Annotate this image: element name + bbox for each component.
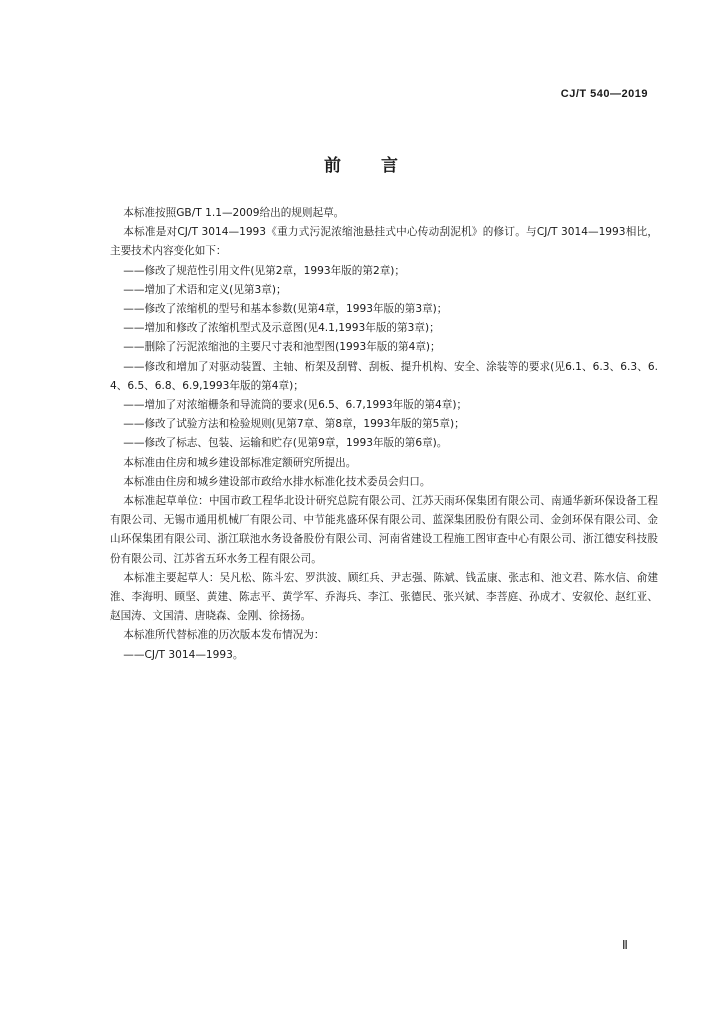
document-code: CJ/T 540—2019 bbox=[560, 88, 648, 100]
foreword-body bbox=[110, 204, 658, 665]
paragraph-drafters: 本标准主要起草人：吴凡松、陈斗宏、罗洪波、顾红兵、尹志强、陈斌、钱孟康、张志和、池文君、陈水信、俞建淮、李海明、顾坚、黄建、陈志平、黄学军、乔海兵、李江、张德民、张兴斌、李菩庭、孙成才、安叙伦、赵红亚、赵国涛、文国清、唐晓森、金刚、徐扬扬。 bbox=[110, 571, 658, 623]
title-char-2: 言 bbox=[381, 156, 400, 176]
change-item: ——修改了标志、包装、运输和贮存(见第9章，1993年版的第6章)。 bbox=[123, 437, 448, 450]
change-item: ——修改了浓缩机的型号和基本参数(见第4章，1993年版的第3章)； bbox=[123, 303, 448, 316]
paragraph-history-intro: 本标准所代替标准的历次版本发布情况为： bbox=[123, 629, 325, 642]
title-char-1: 前 bbox=[324, 156, 343, 176]
change-item: ——增加和修改了浓缩机型式及示意图(见4.1,1993年版的第3章)； bbox=[123, 322, 440, 335]
paragraph-drafting-units: 本标准起草单位：中国市政工程华北设计研究总院有限公司、江苏天雨环保集团有限公司、南通华新环保设备工程有限公司、无锡市通用机械厂有限公司、中节能兆盛环保有限公司、蓝深集团股份有限公司、金剑环保有限公司、金山环保集团有限公司、浙江联池水务设备股份有限公司、河南省建设工程施工图审查中心有限公司、浙江德安科技股份有限公司、江苏省五环水务工程有限公司。 bbox=[110, 495, 658, 565]
change-item: ——增加了术语和定义(见第3章)； bbox=[123, 283, 287, 296]
paragraph-revision-note: 本标准是对CJ/T 3014—1993《重力式污泥浓缩池悬挂式中心传动刮泥机》的修订。与CJ/T 3014—1993相比，主要技术内容变化如下： bbox=[110, 226, 658, 258]
paragraph-history-item: ——CJ/T 3014—1993。 bbox=[123, 648, 244, 661]
paragraph-drafting-rules: 本标准按照GB/T 1.1—2009给出的规则起草。 bbox=[123, 207, 345, 219]
change-item: ——删除了污泥浓缩池的主要尺寸表和池型图(1993年版的第4章)； bbox=[123, 341, 441, 354]
change-item: ——修改了试验方法和检验规则(见第7章、第8章，1993年版的第5章)； bbox=[123, 418, 465, 431]
change-item: ——增加了对浓缩栅条和导流筒的要求(见6.5、6.7,1993年版的第4章)； bbox=[123, 399, 468, 412]
paragraph-administrator: 本标准由住房和城乡建设部市政给水排水标准化技术委员会归口。 bbox=[123, 475, 431, 488]
paragraph-proposer: 本标准由住房和城乡建设部标准定额研究所提出。 bbox=[123, 456, 357, 469]
page-title bbox=[0, 151, 724, 176]
page-number: Ⅱ bbox=[622, 938, 628, 952]
change-item: ——修改了规范性引用文件(见第2章，1993年版的第2章)； bbox=[123, 264, 406, 277]
change-item: ——修改和增加了对驱动装置、主轴、桁架及刮臂、刮板、提升机构、安全、涂装等的要求(见6.1、6.3、6.3、6.4、6.5、6.8、6.9,1993年版的第4章)； bbox=[110, 360, 658, 392]
